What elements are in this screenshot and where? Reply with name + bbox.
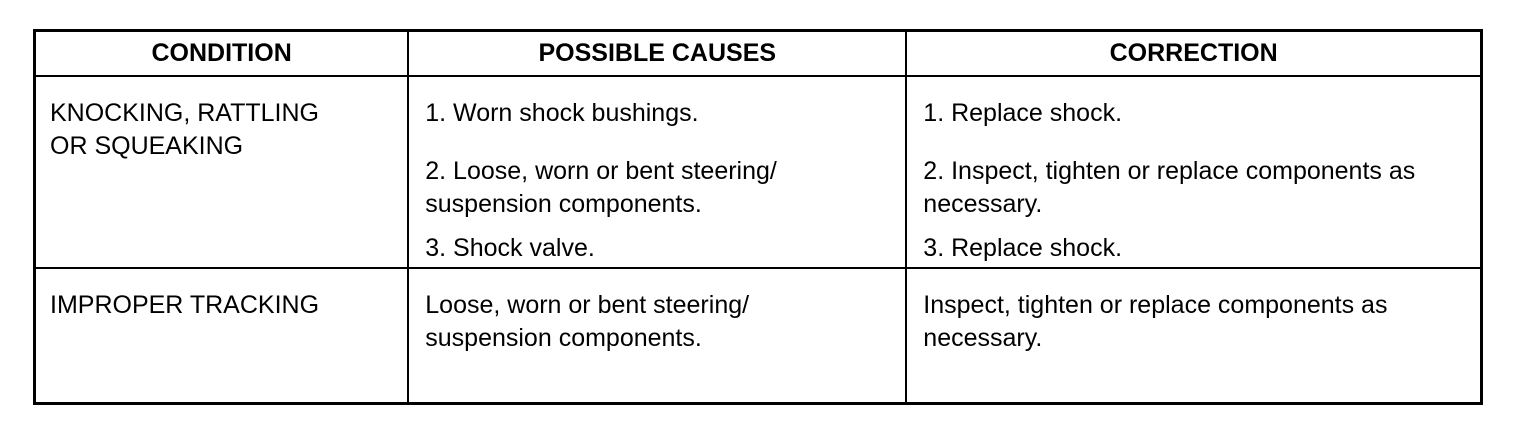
cause-item: Loose, worn or bent steering/ suspension components.: [425, 291, 750, 352]
table-row: [35, 76, 1482, 268]
correction-item: 3. Replace shock.: [923, 234, 1123, 262]
header-possible-causes: POSSIBLE CAUSES: [408, 31, 906, 77]
correction-item: 2. Inspect, tighten or replace components as necessary.: [923, 157, 1416, 218]
correction-cell: [906, 76, 1481, 268]
correction-cell: [906, 268, 1481, 404]
correction-item: 1. Replace shock.: [923, 99, 1123, 127]
condition-cell: [35, 268, 409, 404]
cause-item: 3. Shock valve.: [425, 234, 595, 262]
cause-item: 1. Worn shock bushings.: [425, 99, 699, 127]
diagnosis-table: [33, 29, 1483, 405]
header-row: [35, 31, 1482, 77]
cause-item: 2. Loose, worn or bent steering/ suspension components.: [425, 157, 777, 218]
condition-text: KNOCKING, RATTLING OR SQUEAKING: [50, 99, 320, 160]
correction-item: Inspect, tighten or replace components as necessary.: [923, 291, 1388, 352]
header-condition: CONDITION: [35, 31, 409, 77]
condition-text: IMPROPER TRACKING: [50, 291, 320, 319]
table-row: [35, 268, 1482, 404]
condition-cell: [35, 76, 409, 268]
causes-cell: [408, 268, 906, 404]
causes-cell: [408, 76, 906, 268]
header-correction: CORRECTION: [906, 31, 1481, 77]
